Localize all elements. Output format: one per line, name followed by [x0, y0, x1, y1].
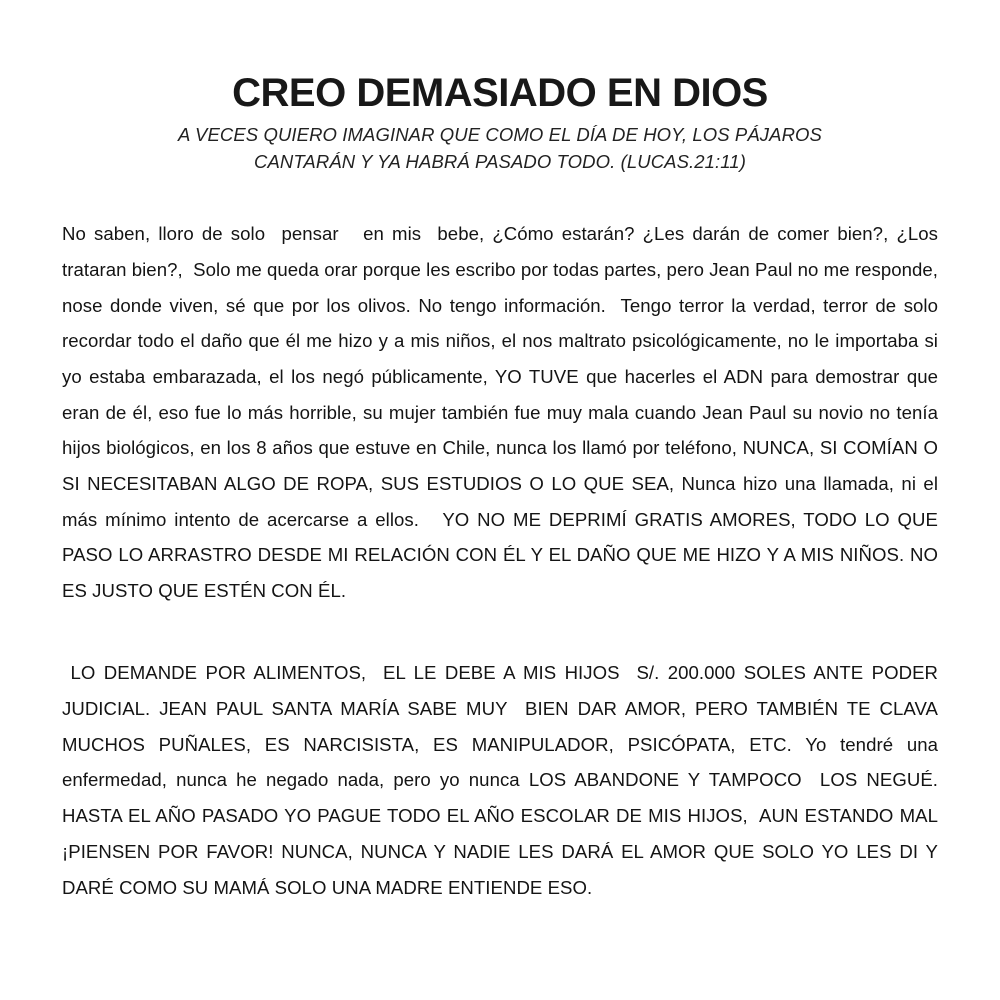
page-subtitle: A VECES QUIERO IMAGINAR QUE COMO EL DÍA DE HOY, LOS PÁJAROS CANTARÁN Y YA HABRÁ PASADO TODO. (LUCAS.21:11) [178, 124, 822, 172]
body-paragraph-1: No saben, lloro de solo pensar en mis bebe, ¿Cómo estarán? ¿Les darán de comer bien?, ¿Los trataran bien?, Solo me queda orar porque les escribo por todas partes, pero Jean Paul no me responde, nose donde viven, sé que por los olivos. No tengo información. Tengo terror la verdad, terror de solo recordar todo el daño que él me hizo y a mis niños, el nos maltrato psicológicamente, no le importaba si yo estaba embarazada, el los negó públicamente, YO TUVE que hacerles el ADN para demostrar que eran de él, eso fue lo más horrible, su mujer también fue muy mala cuando Jean Paul su novio no tenía hijos biológicos, en los 8 años que estuve en Chile, nunca los llamó por teléfono, NUNCA, SI COMÍAN O SI NECESITABAN ALGO DE ROPA, SUS ESTUDIOS O LO QUE SEA, Nunca hizo una llamada, ni el más mínimo intento de acercarse a ellos. YO NO ME DEPRIMÍ GRATIS AMORES, TODO LO QUE PASO LO ARRASTRO DESDE MI RELACIÓN CON ÉL Y EL DAÑO QUE ME HIZO Y A MIS NIÑOS. NO ES JUSTO QUE ESTÉN CON ÉL. [62, 223, 944, 602]
body-paragraph-2: LO DEMANDE POR ALIMENTOS, EL LE DEBE A MIS HIJOS S/. 200.000 SOLES ANTE PODER JUDICIAL. JEAN PAUL SANTA MARÍA SABE MUY BIEN DAR AMOR, PERO TAMBIÉN TE CLAVA MUCHOS PUÑALES, ES NARCISISTA, ES MANIPULADOR, PSICÓPATA, ETC. Yo tendré una enfermedad, nunca he negado nada, pero yo nunca LOS ABANDONE Y TAMPOCO LOS NEGUÉ. HASTA EL AÑO PASADO YO PAGUE TODO EL AÑO ESCOLAR DE MIS HIJOS, AUN ESTANDO MAL ¡PIENSEN POR FAVOR! NUNCA, NUNCA Y NADIE LES DARÁ EL AMOR QUE SOLO YO LES DI Y DARÉ COMO SU MAMÁ SOLO UNA MADRE ENTIENDE ESO. [62, 662, 949, 898]
page-title: CREO DEMASIADO EN DIOS [232, 71, 768, 115]
